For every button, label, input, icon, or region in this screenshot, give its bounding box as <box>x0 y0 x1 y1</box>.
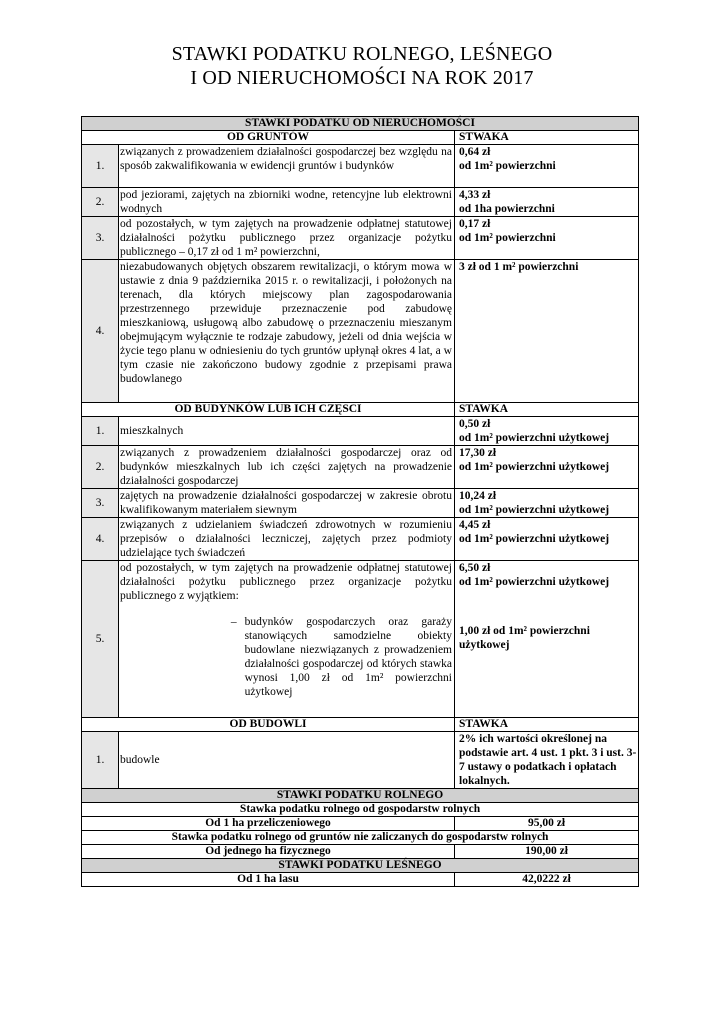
row-number: 5. <box>82 561 119 718</box>
row-description: związanych z prowadzeniem działalności gospodarczej oraz od budynków mieszkalnych lub ich części zajętych na prowadzenie działalności gospodarczej <box>119 446 455 489</box>
agricultural-row-label: Od jednego ha fizycznego <box>82 845 455 859</box>
table-row <box>82 561 639 718</box>
row-number: 2. <box>82 188 119 217</box>
row-rate <box>455 518 639 561</box>
table-row <box>82 260 639 403</box>
row-number: 3. <box>82 489 119 518</box>
rate-amount: 3 zł od 1 m² powierzchni <box>459 261 579 273</box>
row-description: zajętych na prowadzenie działalności gospodarczej w zakresie obrotu kwalifikowanym materiałem siewnym <box>119 489 455 518</box>
row-rate <box>455 188 639 217</box>
row-description: pod jeziorami, zajętych na zbiorniki wodne, retencyjne lub elektrowni wodnych <box>119 188 455 217</box>
section-header-forest: STAWKI PODATKU LEŚNEGO <box>82 859 639 873</box>
section-header-real-estate: STAWKI PODATKU OD NIERUCHOMOŚCI <box>82 117 639 131</box>
title-line-1: STAWKI PODATKU ROLNEGO, LEŚNEGO <box>171 43 553 65</box>
subheader-buildings-rate: STAWKA <box>455 403 639 417</box>
row-rate <box>455 489 639 518</box>
rate-amount: 6,50 zł <box>459 562 491 574</box>
rate-amount: 0,64 zł <box>459 146 491 158</box>
row-description: mieszkalnych <box>119 417 455 446</box>
row-description-text: od pozostałych, w tym zajętych na prowadzenie odpłatnej statutowej działalności pożytku publicznego przez organizacje pożytku publicznego z wyjątkiem: <box>120 562 452 602</box>
subheader-structures-rate: STAWKA <box>455 718 639 732</box>
title-line-2: I OD NIERUCHOMOŚCI NA ROK 2017 <box>190 67 534 89</box>
row-description: związanych z udzielaniem świadczeń zdrowotnych w rozumieniu przepisów o działalności leczniczej, zajętych przez podmioty udzielające tych świadczeń <box>119 518 455 561</box>
exception-text: budynków gospodarczych oraz garaży stanowiących samodzielne obiekty budowlane niezwiązanych z prowadzeniem działalności gospodarczej od których stawka wynosi 1,00 zł od 1m² powierzchni użytkowej <box>244 616 452 698</box>
page-title <box>0 42 724 90</box>
rate-unit: od 1m² powierzchni <box>459 232 556 244</box>
row-rate <box>455 446 639 489</box>
table-row <box>82 217 639 260</box>
subheader-agricultural-other: Stawka podatku rolnego od gruntów nie zaliczanych do gospodarstw rolnych <box>82 831 639 845</box>
agricultural-row-value: 190,00 zł <box>455 845 639 859</box>
rate-unit: od 1ha powierzchni <box>459 203 555 215</box>
table-row <box>82 518 639 561</box>
row-number: 4. <box>82 260 119 403</box>
subheader-land: OD GRUNTÓW <box>82 131 455 145</box>
row-rate <box>455 417 639 446</box>
row-description: niezabudowanych objętych obszarem rewitalizacji, o którym mowa w ustawie z dnia 9 października 2015 r. o rewitalizacji, i położonych na terenach, dla których miejscowy plan zagospodarowania przestrzennego przewiduje przeznaczenie pod zabudowę mieszkaniową, usługową albo zabudowę o przeznaczeniu mieszanym obejmującym wyłącznie te rodzaje zabudowy, jeżeli od dnia wejścia w życie tego planu w odniesieniu do tych gruntów upłynął okres 4 lat, a w tym czasie nie zakończono budowy zgodnie z przepisami prawa budowlanego <box>119 260 455 403</box>
rate-amount: 0,17 zł <box>459 218 491 230</box>
row-number: 3. <box>82 217 119 260</box>
row-rate <box>455 217 639 260</box>
row-number: 1. <box>82 417 119 446</box>
forest-row-value: 42,0222 zł <box>455 873 639 887</box>
table-row <box>82 446 639 489</box>
table-row <box>82 188 639 217</box>
forest-row-label: Od 1 ha lasu <box>82 873 455 887</box>
agricultural-row-label: Od 1 ha przeliczeniowego <box>82 817 455 831</box>
row-rate <box>455 260 639 403</box>
table-row <box>82 732 639 789</box>
table-row <box>82 417 639 446</box>
rate-unit: od 1m² powierzchni użytkowej <box>459 533 610 545</box>
row-number: 2. <box>82 446 119 489</box>
exception-item <box>120 615 452 699</box>
subheader-buildings: OD BUDYNKÓW LUB ICH CZĘSCI <box>82 403 455 417</box>
row-rate <box>455 145 639 188</box>
tax-rates-table <box>81 116 639 887</box>
subheader-land-rate: STWAKA <box>455 131 639 145</box>
row-number: 1. <box>82 145 119 188</box>
rate-amount: 4,45 zł <box>459 519 491 531</box>
rate-unit: od 1m² powierzchni <box>459 160 556 172</box>
rate-amount: 17,30 zł <box>459 447 497 459</box>
row-description: związanych z prowadzeniem działalności gospodarczej bez względu na sposób zakwalifikowania w ewidencji gruntów i budynków <box>119 145 455 188</box>
rate-amount: 4,33 zł <box>459 189 491 201</box>
subheader-agricultural-farms: Stawka podatku rolnego od gospodarstw rolnych <box>82 803 639 817</box>
rate-unit: od 1m² powierzchni użytkowej <box>459 576 610 588</box>
table-row <box>82 145 639 188</box>
row-rate <box>455 561 639 718</box>
agricultural-row-value: 95,00 zł <box>455 817 639 831</box>
section-header-agricultural: STAWKI PODATKU ROLNEGO <box>82 789 639 803</box>
rate-amount: 10,24 zł <box>459 490 497 502</box>
subheader-structures: OD BUDOWLI <box>82 718 455 732</box>
row-number: 4. <box>82 518 119 561</box>
table-row <box>82 489 639 518</box>
dash-bullet: – <box>230 616 237 628</box>
row-rate: 2% ich wartości określonej na podstawie art. 4 ust. 1 pkt. 3 i ust. 3-7 ustawy o podatkach i opłatach lokalnych. <box>455 732 639 789</box>
rate-unit: od 1m² powierzchni użytkowej <box>459 504 610 516</box>
row-description <box>119 561 455 718</box>
rate-amount: 0,50 zł <box>459 418 491 430</box>
row-number: 1. <box>82 732 119 789</box>
row-description: od pozostałych, w tym zajętych na prowadzenie odpłatnej statutowej działalności pożytku publicznego przez organizacje pożytku publicznego – 0,17 zł od 1 m² powierzchni, <box>119 217 455 260</box>
row-description: budowle <box>119 732 455 789</box>
rate-unit: od 1m² powierzchni użytkowej <box>459 461 610 473</box>
exception-rate: 1,00 zł od 1m² powierzchni użytkowej <box>459 625 590 651</box>
rate-unit: od 1m² powierzchni użytkowej <box>459 432 610 444</box>
